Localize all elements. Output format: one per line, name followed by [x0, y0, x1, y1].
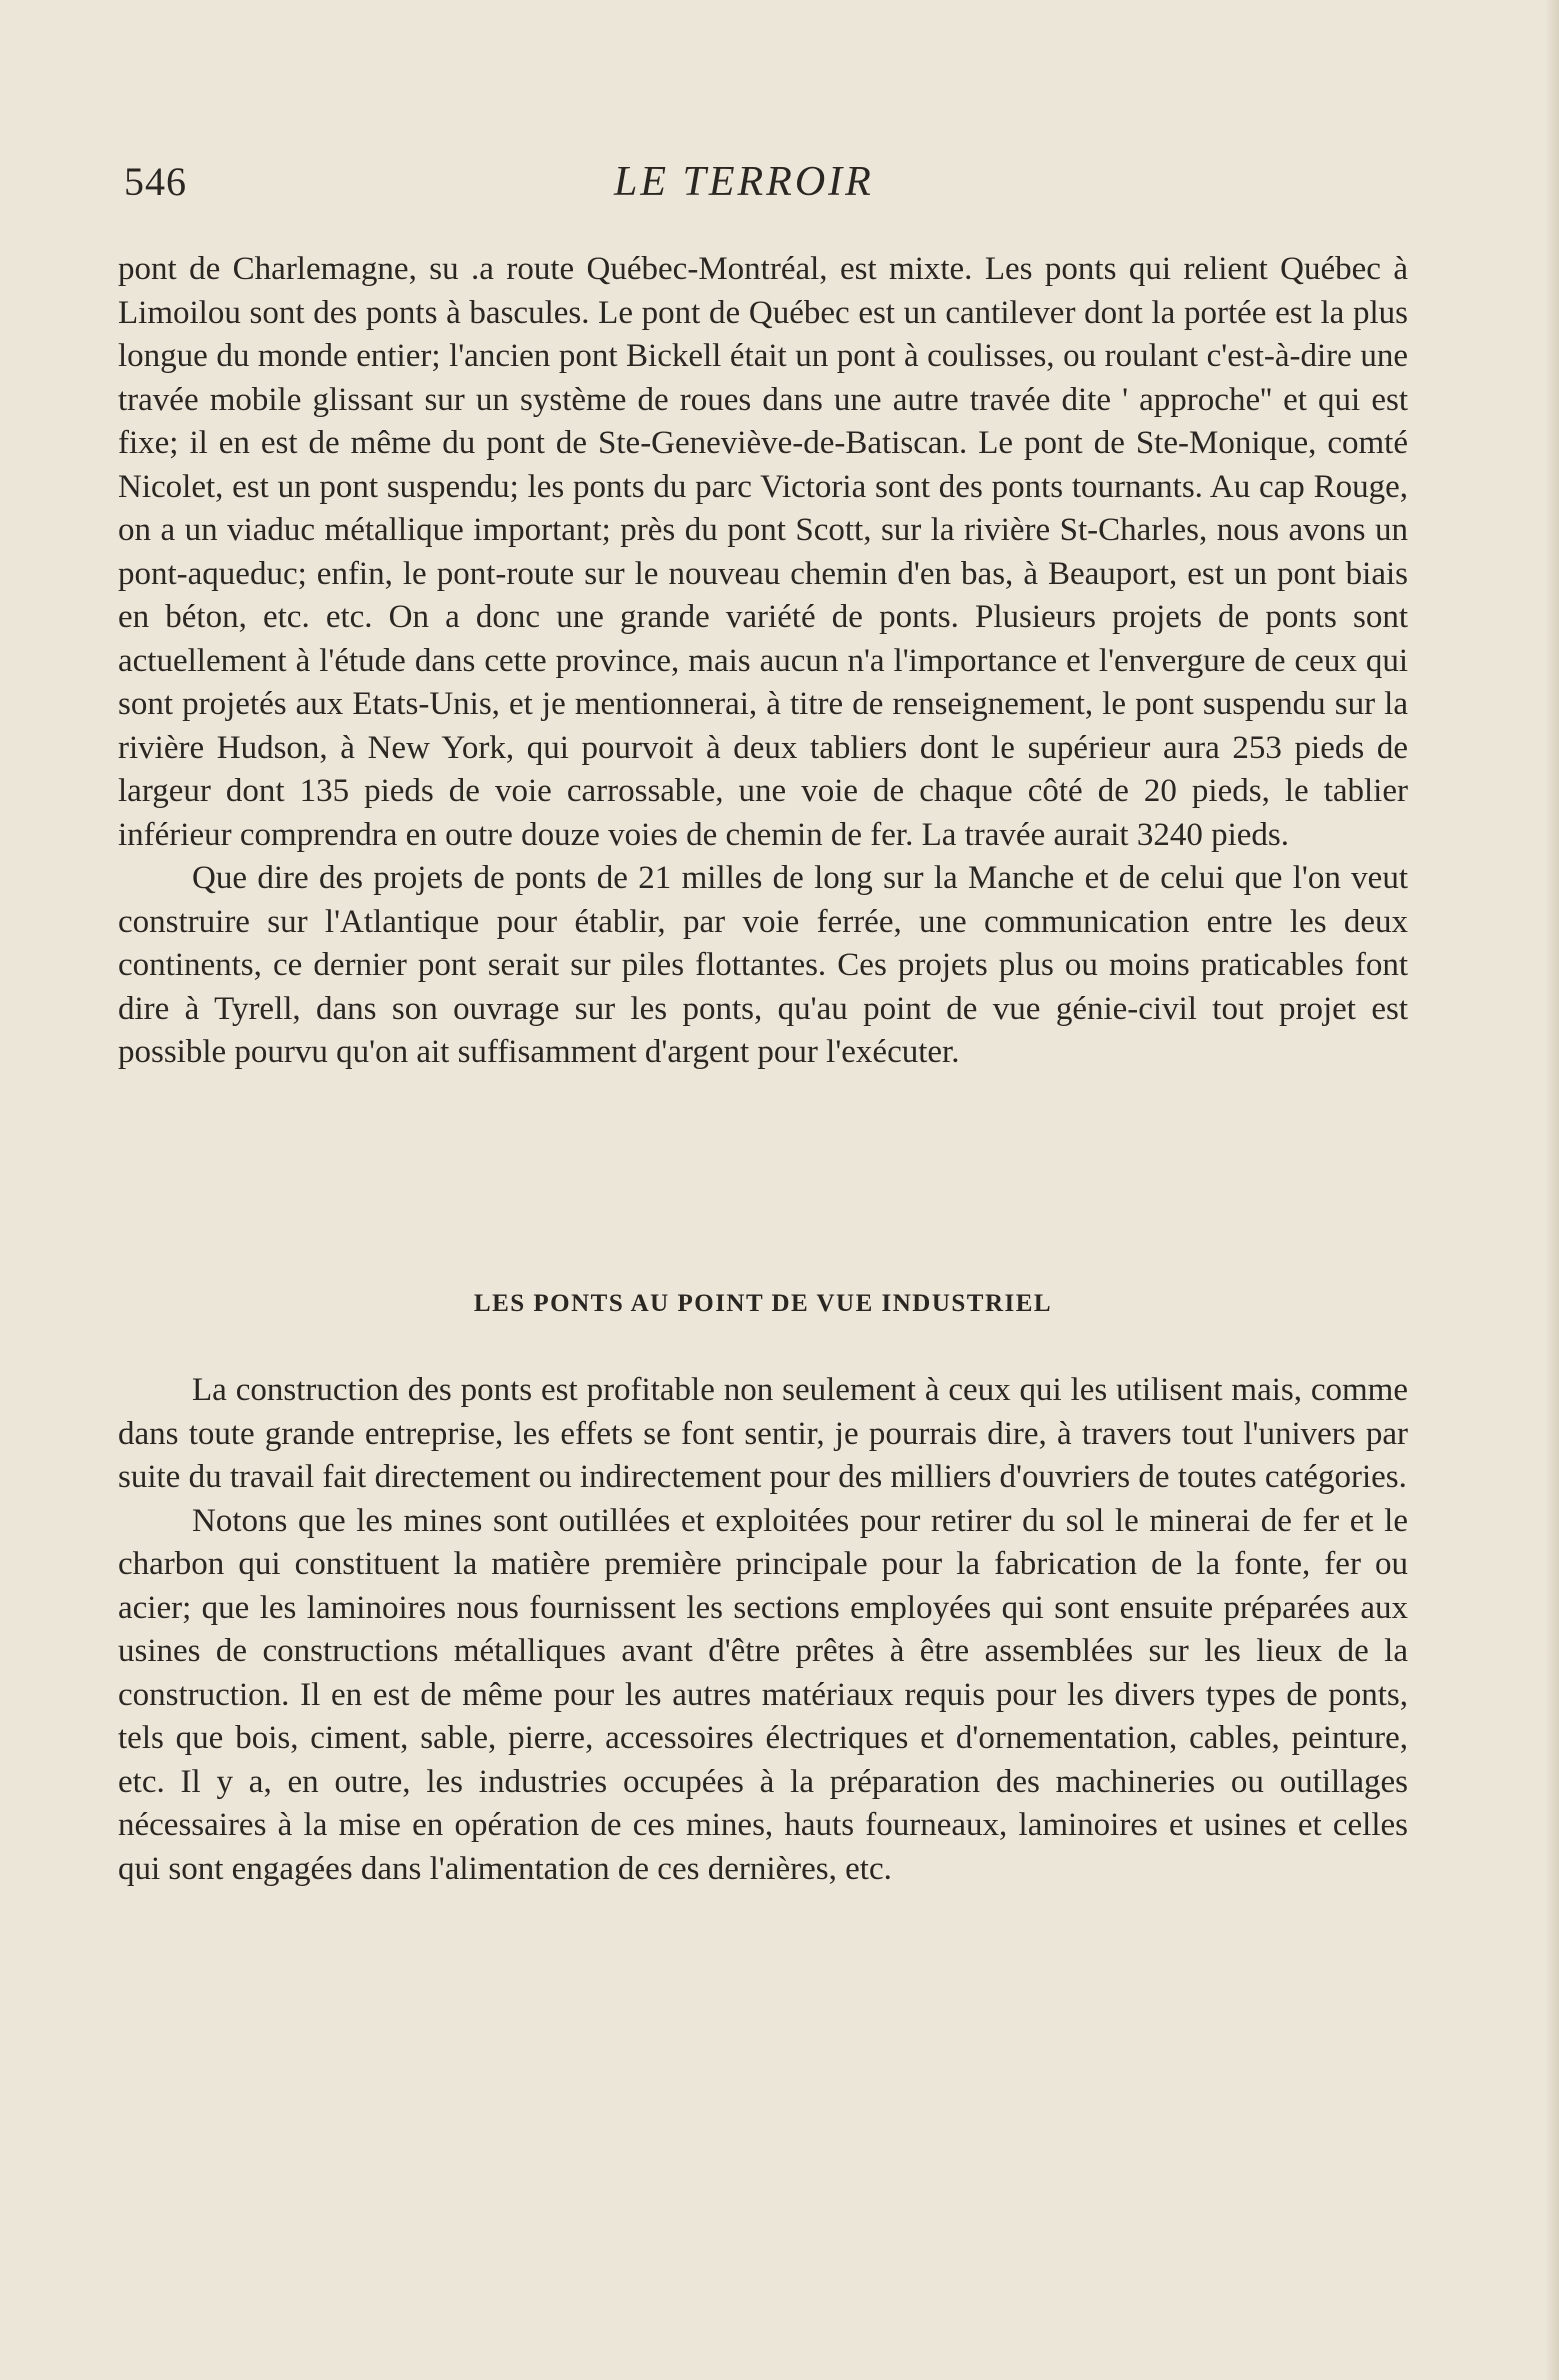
text-block-2 — [118, 1369, 1408, 1891]
paragraph-2: Que dire des projets de ponts de 21 milles de long sur la Manche et de celui que l'on veut construire sur l'Atlantique pour établir, par voie ferrée, une communication entre les deux continents, ce dernier pont serait sur piles flottantes. Ces projets plus ou moins praticables font dire à Tyrell, dans son ouvrage sur les ponts, qu'au point de vue génie-civil tout projet est possible pourvu qu'on ait suffisamment d'argent pour l'exécuter. — [118, 860, 1408, 1070]
section-heading: LES PONTS AU POINT DE VUE INDUSTRIEL — [473, 1290, 1053, 1317]
page-edge — [1545, 0, 1559, 2380]
page-number: 546 — [124, 159, 187, 204]
page-header — [124, 150, 1404, 210]
paragraph-1: pont de Charlemagne, su .a route Québec-Montréal, est mixte. Les ponts qui relient Québec à Limoilou sont des ponts à bascules. Le pont de Québec est un cantilever dont la portée est la plus longue du monde entier; l'ancien pont Bickell était un pont à coulisses, ou roulant c'est-à-dire une travée mobile glissant sur un système de roues dans une autre travée dite ' approche'' et qui est fixe; il en est de même du pont de Ste-Geneviève-de-Batiscan. Le pont de Ste-Monique, comté Nicolet, est un pont suspendu; les ponts du parc Victoria sont des ponts tournants. Au cap Rouge, on a un viaduc métallique important; près du pont Scott, sur la rivière St-Charles, nous avons un pont-aqueduc; enfin, le pont-route sur le nouveau chemin d'en bas, à Beauport, est un pont biais en béton, etc. etc. On a donc une grande variété de ponts. Plusieurs projets de ponts sont actuellement à l'étude dans cette province, mais aucun n'a l'importance et l'envergure de ceux qui sont projetés aux Etats-Unis, et je mentionnerai, à titre de renseignement, le pont suspendu sur la rivière Hudson, à New York, qui pourvoit à deux tabliers dont le supérieur aura 253 pieds de largeur dont 135 pieds de voie carrossable, une voie de chaque côté de 20 pieds, le tablier inférieur comprendra en outre douze voies de chemin de fer. La travée aurait 3240 pieds. — [118, 251, 1408, 853]
section-paragraph-1: La construction des ponts est profitable non seulement à ceux qui les utilisent mais, comme dans toute grande entreprise, les effets se font sentir, je pourrais dire, à travers tout l'univers par suite du travail fait directement ou indirectement pour des milliers d'ouvriers de toutes catégories. — [118, 1372, 1408, 1495]
text-block-1 — [118, 248, 1408, 1075]
section-paragraph-2: Notons que les mines sont outillées et exploitées pour retirer du sol le minerai de fer et le charbon qui constituent la matière première principale pour la fabrication de la fonte, fer ou acier; que les laminoires nous fournissent les sections employées qui sont ensuite préparées aux usines de constructions métalliques avant d'être prêtes à être assemblées sur les lieux de la construction. Il en est de même pour les autres matériaux requis pour les divers types de ponts, tels que bois, ciment, sable, pierre, accessoires électriques et d'ornementation, cables, peinture, etc. Il y a, en outre, les industries occupées à la préparation des machineries ou outillages nécessaires à la mise en opération de ces mines, hauts fourneaux, laminoires et usines et celles qui sont engagées dans l'alimentation de ces dernières, etc. — [118, 1502, 1408, 1887]
running-head: LE TERROIR — [614, 159, 874, 205]
